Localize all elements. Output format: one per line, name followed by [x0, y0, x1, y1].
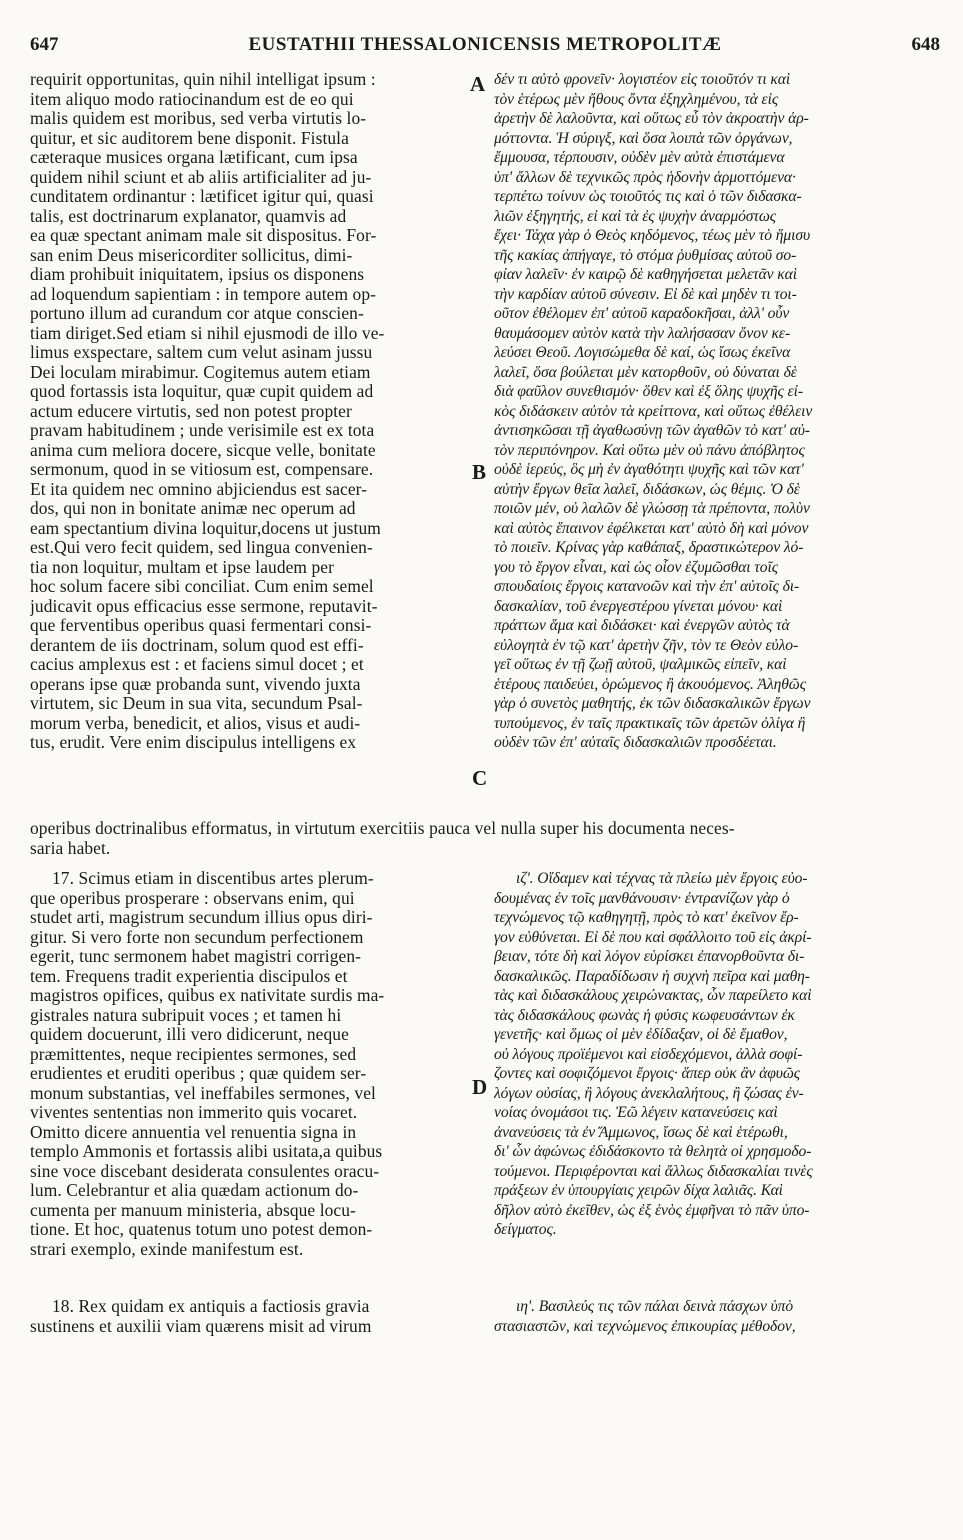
- page-number-left: 647: [30, 34, 59, 55]
- margin-marker-b: B: [472, 460, 487, 484]
- greek-paragraph-18-block: [494, 1297, 934, 1341]
- latin-paragraph-16: requirit opportunitas, quin nihil intelligat ipsum : item aliquo modo ratiocinandum est de eo qui malis quidem est moribus, sed verba virtutis lo- quitur, et sic auditorem bene disponit. Fistula cæteraque musices organa lætificant, cum ipsa quidem nihil sciunt et ab aliis artificialiter ad ju- cunditatem ordinantur : lætificet igitur qui, quasi talis, est doctrinarum explanator, quamvis ad ea quæ spectant animam male sit dispositus. For- san enim Deus misericorditer sollicitus, dimi- diam prohibuit iniquitatem, ipsius os disponens ad loquendum sapientiam : in tempore autem op- portuno illum ad curandum cor atque conscien- tiam diriget.Sed etiam si nihil ejusmodi de illo ve- limus exspectare, saltem cum velut asinam jussu Dei loculam mirabimur. Cogitemus autem etiam quod fortassis ista loquitur, quæ cupit quidem ad actum educere virtutis, sed non potest propter pravam habitudinem ; unde verisimile est ex tota anima cum meliora docere, sicque velle, bonitate sermonum, quod in se vitiosum est, compensare. Et ita quidem nec omnino abjiciendus est sacer- dos, qui non in bonitate animæ nec operum ad eam spectantium divina loquitur,docens ut justum est.Qui vero fecit quidem, sed lingua convenien- tia non loquitur, multam et ipse laudem per hoc solum facere sibi conciliat. Cum enim semel judicavit opus efficacius esse sermone, reputavit- que ferventibus operibus quasi fermentari consi- derantem de iis doctrinam, solum quod est effi- cacius amplexus est : et faciens simul docet ; et operans ipse quæ probanda sunt, vivendo juxta virtutem, sic Deum in sua vita, secundum Psal- morum verba, benedicit, et alios, visus et audi- tus, erudit. Vere enim discipulus intelligens ex: [30, 70, 385, 752]
- latin-column-bottom: [30, 869, 470, 1279]
- greek-column-bottom: [494, 869, 934, 1279]
- margin-marker-d: D: [472, 1075, 488, 1099]
- latin-column-top: [30, 70, 470, 820]
- latin-continuation-text: operibus doctrinalibus efformatus, in virtutum exercitiis pauca vel nulla super his documenta neces- saria habet.: [30, 819, 735, 858]
- latin-paragraph-18: 18. Rex quidam ex antiquis a factiosis gravia sustinens et auxilii viam quærens misit ad virum: [30, 1297, 372, 1336]
- page-number-right: 648: [911, 34, 940, 55]
- latin-paragraph-18-block: [30, 1297, 470, 1341]
- latin-paragraph-17: 17. Scimus etiam in discentibus artes plerum- que operibus prosperare : observans enim, qui studet arti, magistrum secundum illius opus diri- gitur. Si vero forte non secundum perfectionem egerit, tunc sermonem habet magistri corrigen- tem. Frequens tradit experientia discipulos et magistros opifices, quibus ex nativitate surdis ma- gistrales natura subripuit voces ; et tamen hi quidem docuerunt, illi vero didicerunt, neque præmittentes, neque recipientes sermones, sed erudientes et eruditi operibus ; quæ quidem ser- monum substantias, vel ineffabiles sermones, vel viventes sententias non immerito quis vocaret. Omitto dicere annuentia vel renuentia signa in templo Ammonis et fortassis alibi usitata,a quibus sine voce discebant desiderata consulentes oracu- lum. Celebrantur et alia quædam actionum do- cumenta per manuum ministeria, absque locu- tione. Et hoc, quatenus totum uno potest demon- strari exemplo, exinde manifestum est.: [30, 869, 385, 1259]
- greek-column-top: [494, 70, 934, 820]
- greek-paragraph-16: δέν τι αὐτὸ φρονεῖν· λογιστέον εἰς τοιοῦτόν τι καὶ τὸν ἑτέρως μὲν ἤθους ὄντα ἐξηχλημένου, τὰ εἰς ἀρετὴν δὲ λαλοῦντα, καὶ οὕτως εὖ τὸν ἀκροατὴν ἁρ- μόττοντα. Ἡ σύριγξ, καὶ ὅσα λοιπὰ τῶν ὀργάνων, ἔμμουσα, τέρπουσιν, οὐδὲν μὲν αὐτὰ ἐπιστάμενα ὑπ' ἄλλων δὲ τεχνικῶς πρὸς ἡδονὴν ἁρμοττόμενα· τερπέτω τοίνυν ὡς τοιοῦτός τις καὶ ὁ τῶν διδασκα- λιῶν ἐξηγητής, εἰ καὶ τὰ ἐς ψυχὴν ἀναρμόστως ἔχει· Τάχα γὰρ ὁ Θεὸς κηδόμενος, τέως μὲν τὸ ἥμισυ τῆς κακίας ἀπήγαγε, τὸ στόμα ῥυθμίσας αὐτοῦ σο- φίαν λαλεῖν· ἐν καιρῷ δὲ καθηγήσεται μελετᾶν καὶ τὴν καρδίαν αὐτοῦ σύνεσιν. Εἰ δὲ καὶ μηδὲν τι τοι- οῦτον ἐθέλομεν ἐπ' αὐτοῦ καραδοκῆσαι, ἀλλ' οὖν θαυμάσομεν αὐτὸν κατὰ τὴν λαλήσασαν ὄνον κε- λεύσει Θεοῦ. Λογισώμεθα δὲ καί, ὡς ἴσως ἐκεῖνα λαλεῖ, ὅσα βούλεται μὲν κατορθοῦν, οὐ δύναται δὲ διὰ φαῦλον συνεθισμόν· ὅθεν καὶ ἐξ ὅλης ψυχῆς εἰ- κὸς διδάσκειν αὐτὸν τὰ κρείττονα, καὶ οὕτως ἐθέλειν ἀντισηκῶσαι τῇ ἀγαθωσύνῃ τῶν ἀγαθῶν τὸ κατ' αὐ- τὸν περιπόνηρον. Καὶ οὕτω μὲν οὐ πάνυ ἀπόβλητος οὐδὲ ἱερεύς, ὃς μὴ ἐν ἀγαθότητι ψυχῆς καὶ τῶν κατ' αὐτὴν ἔργων θεῖα λαλεῖ, διδάσκων, ὡς θέμις. Ὁ δὲ ποιῶν μέν, οὐ λαλῶν δὲ γλώσσῃ τὰ πρέποντα, πολὺν καὶ αὐτὸς ἔπαινον ἐφέλκεται κατ' αὐτὸ δὴ καὶ μόνον τὸ ποιεῖν. Κρίνας γὰρ καθάπαξ, δραστικώτερον λό- γου τὸ ἔργον εἶναι, καὶ ὡς οἷον ἐζυμῶσθαι τοῖς σπουδαίοις ἔργοις κατανοῶν καὶ τὴν ἐπ' αὐτοῖς δι- δασκαλίαν, τοῦ ἐνεργεστέρου γίνεται μόνου· καὶ πράττων ἅμα καὶ διδάσκει· καὶ ἐνεργῶν αὐτὸς τὰ εὐλογητὰ ἐν τῷ κατ' ἀρετὴν ζῆν, τὸν τε Θεὸν εὐλο- γεῖ οὕτως ἐν τῇ ζωῇ αὐτοῦ, ψαλμικῶς εἰπεῖν, καὶ ἑτέρους παιδεύει, ὁρώμενος ἢ ἀκουόμενος. Ἀληθῶς γὰρ ὁ συνετὸς μαθητής, ἐκ τῶν διδασκαλικῶν ἔργων τυπούμενος, ἐν ταῖς πρακτικαῖς τῶν ἀρετῶν ὀλίγα ἢ οὐδὲν τῶν ἐπ' αὐταῖς διδασκαλιῶν προσδέεται.: [494, 71, 813, 751]
- margin-marker-c: C: [472, 766, 488, 790]
- latin-full-width-continuation: [30, 819, 934, 861]
- greek-paragraph-18: ιη'. Βασιλεύς τις τῶν πάλαι δεινὰ πάσχων ὑπὸ στασιαστῶν, καὶ τεχνώμενος ἐπικουρίας μέθοδον,: [494, 1298, 796, 1335]
- page-header: [30, 34, 940, 64]
- greek-paragraph-17: ιζ'. Οἴδαμεν καὶ τέχνας τὰ πλείω μὲν ἔργοις εὐο- δουμένας ἐν τοῖς μανθάνουσιν· ἐντρανίζων γὰρ ὁ τεχνώμενος τῷ καθηγητῇ, πρὸς τὸ κατ' ἐκεῖνον ἔρ- γον εὐθύνεται. Εἰ δὲ που καὶ σφάλλοιτο τοῦ εἰς ἀκρί- βειαν, τότε δὴ καὶ λόγον εὑρίσκει ἐπανορθοῦντα δι- δασκαλικῶς. Παραδίδωσιν ἡ συχνὴ πεῖρα καὶ μαθη- τὰς καὶ διδασκάλους χειρώνακτας, ὧν παρείλετο καὶ τὰς διδασκάλους φωνὰς ἡ φύσις κωφευσάντων ἐκ γενετῆς· καὶ ὅμως οἱ μὲν ἐδίδαξαν, οἱ δὲ ἔμαθον, οὐ λόγους προϊέμενοι καὶ εἰσδεχόμενοι, ἀλλὰ σοφί- ζοντες καὶ σοφιζόμενοι ἔργοις· ἅπερ οὐκ ἂν ἀφυῶς λόγων οὐσίας, ἢ λόγους ἀνεκλαλήτους, ἢ ζώσας ἐν- νοίας ὀνομάσοι τις. Ἐῶ λέγειν κατανεύσεις καὶ ἀνανεύσεις τὰ ἐν Ἄμμωνος, ἴσως δὲ καὶ ἑτέρωθι, δι' ὧν ἀφώνως ἐδιδάσκοντο τὰ θελητὰ οἱ χρησμοδο- τούμενοι. Περιφέρονται καὶ ἄλλως διδασκαλίαι τινὲς πράξεων ἐν ὑπουργίαις χειρῶν δίχα λαλιᾶς. Καὶ δῆλον αὐτὸ ἐκεῖθεν, ὡς ἐξ ἑνὸς ἐμφῆναι τὸ πᾶν ὑπο- δείγματος.: [494, 870, 813, 1238]
- margin-marker-a: A: [470, 72, 486, 96]
- running-title: EUSTATHII THESSALONICENSIS METROPOLITÆ: [248, 34, 722, 55]
